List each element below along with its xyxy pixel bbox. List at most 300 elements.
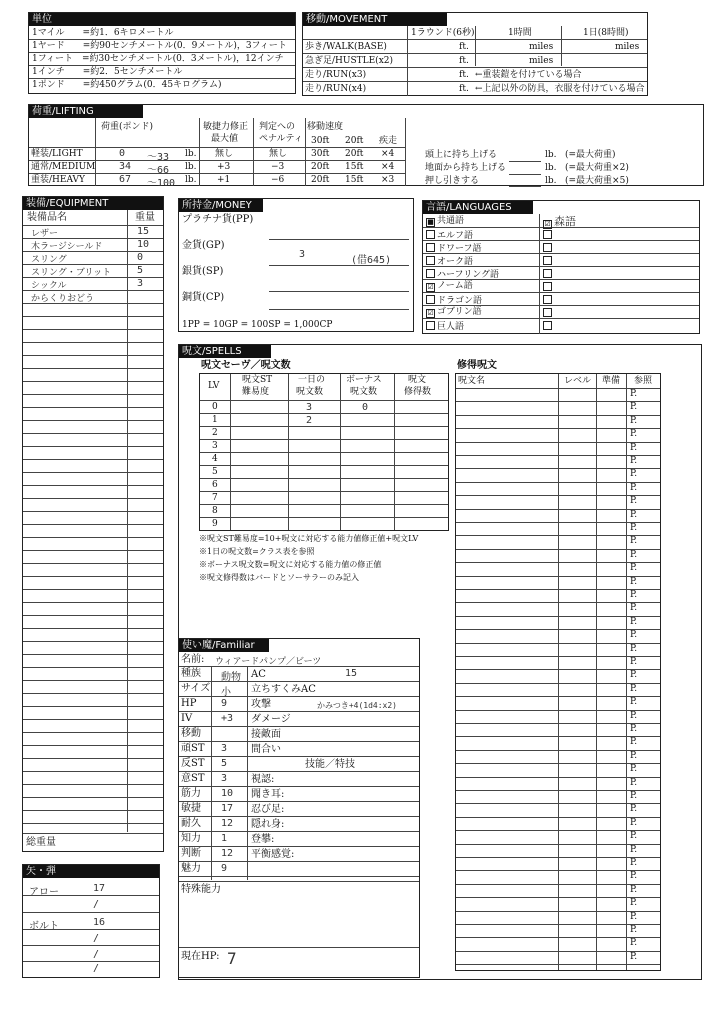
language-label: ゴブリン語 [437, 307, 482, 317]
lift-hi: ～66 [147, 165, 170, 176]
row-rule [23, 745, 163, 746]
row-rule [179, 846, 419, 847]
spell-page-ref: P. [630, 644, 638, 654]
move-unit: ft. [459, 56, 469, 66]
row-rule [23, 602, 163, 603]
language-item [543, 230, 554, 241]
row-rule [200, 465, 448, 466]
move-unit: ft. [459, 42, 469, 52]
familiar-attack: 攻撃 [251, 699, 271, 710]
spell-level: 6 [212, 480, 218, 490]
money-header: 所持金/MONEY [179, 199, 263, 212]
row-rule [423, 318, 699, 319]
equipment-item-name: シックル [31, 281, 67, 291]
lift-row-label: 重装/HEAVY [31, 175, 85, 185]
move-label: 走り/RUN(x3) [305, 70, 367, 80]
row-rule [200, 413, 448, 414]
language-item [426, 269, 499, 280]
ammo-count: 17 [93, 883, 106, 894]
spell-day-value: 3 [306, 402, 313, 413]
checkbox-icon[interactable]: ☑ [427, 309, 434, 317]
row-rule [179, 681, 419, 682]
checkbox-icon[interactable] [543, 243, 552, 252]
row-rule [23, 433, 163, 434]
col-lv: LV [208, 381, 220, 391]
spell-level: 5 [212, 467, 218, 477]
move-unit: ft. [459, 70, 469, 80]
lift-action: 地面から持ち上げる [425, 163, 507, 173]
familiar-stat-value: 17 [221, 803, 234, 814]
lift-action-note: (=最大荷重×5) [565, 176, 629, 186]
spell-page-ref: P. [630, 791, 638, 801]
col-day: 1日(8時間) [583, 28, 629, 38]
familiar-stat-value: 3 [221, 773, 228, 784]
lift-s30: 20ft [311, 162, 330, 172]
equipment-item-weight: 5 [137, 265, 144, 276]
language-item [543, 282, 554, 293]
checkbox-icon[interactable] [426, 243, 435, 252]
checkbox-icon[interactable]: ☑ [427, 283, 434, 291]
language-item [426, 295, 482, 306]
checkbox-icon[interactable] [426, 256, 435, 265]
ammo-name: ボルト [29, 921, 59, 932]
familiar-ac-value: 15 [345, 668, 358, 679]
checkbox-icon[interactable] [543, 256, 552, 265]
spell-note: ※1日の呪文数=クラス表を参照 [199, 547, 315, 556]
lift-s20: 20ft [345, 149, 364, 159]
row-rule [23, 732, 163, 733]
row-rule [23, 368, 163, 369]
lift-lo: 67 [119, 174, 132, 185]
checkbox-icon[interactable] [543, 321, 552, 330]
spell-page-ref: P. [630, 657, 638, 667]
lift-pen: −6 [271, 175, 285, 185]
language-item [426, 243, 482, 254]
equipment-panel [22, 196, 164, 852]
row-rule [23, 498, 163, 499]
spell-level: 9 [212, 519, 218, 529]
spell-page-ref: P. [630, 697, 638, 707]
language-item [543, 308, 554, 319]
familiar-attack-value: かみつき+4(1d4:x2) [317, 701, 398, 710]
spell-page-ref: P. [630, 871, 638, 881]
col-bonus: 呪文数 [350, 387, 378, 397]
spell-page-ref: P. [630, 536, 638, 546]
row-rule [23, 641, 163, 642]
familiar-header: 使い魔/Familiar [179, 639, 269, 652]
move-label: 走り/RUN(x4) [305, 84, 367, 94]
familiar-stat-value: 動物 [221, 672, 241, 683]
language-label: 巨人語 [437, 322, 465, 332]
lift-action-unit: lb. [545, 150, 557, 160]
familiar-current-hp-value: 7 [227, 949, 237, 968]
language-item [426, 256, 473, 267]
language-item [426, 217, 464, 227]
language-label: 森語 [554, 215, 576, 228]
lift-dex: 無し [215, 149, 234, 159]
familiar-reach: 間合い [251, 744, 281, 755]
money-panel [178, 198, 414, 332]
language-item [543, 295, 554, 306]
familiar-stat-label: 筋力 [181, 788, 201, 799]
spell-page-ref: P. [630, 523, 638, 533]
spell-page-ref: P. [630, 845, 638, 855]
total-weight-label: 総重量 [26, 837, 56, 848]
lift-dex: +1 [217, 175, 231, 185]
row-rule [23, 459, 163, 460]
row-rule [200, 517, 448, 518]
spell-level: 4 [212, 454, 218, 464]
row-rule [23, 342, 163, 343]
spell-saves-table [199, 373, 449, 531]
familiar-stat-label: サイズ [181, 683, 211, 694]
row-rule [23, 797, 163, 798]
row-rule [200, 452, 448, 453]
spell-page-ref: P. [630, 724, 638, 734]
spell-note: ※ボーナス呪文数=呪文に対応する能力値の修正値 [199, 560, 382, 569]
spell-page-ref: P. [630, 469, 638, 479]
familiar-flat-ac: 立ちすくみAC [251, 684, 316, 695]
spell-page-ref: P. [630, 818, 638, 828]
col-bonus: ボーナス [346, 375, 382, 385]
familiar-stat-label: 種族 [181, 668, 201, 679]
checkbox-icon[interactable] [543, 282, 552, 291]
row-rule [179, 711, 419, 712]
row-rule [179, 726, 419, 727]
col-pen: 判定への [259, 122, 296, 132]
ammo-count: 16 [93, 917, 106, 928]
checkbox-icon[interactable] [426, 295, 435, 304]
row-rule [23, 524, 163, 525]
familiar-stat-label: 判断 [181, 848, 201, 859]
ammo-count: / [93, 949, 100, 960]
move-note: ←重装鎧を付けている場合 [475, 70, 582, 80]
spell-level: 1 [212, 415, 218, 425]
row-rule [200, 491, 448, 492]
spell-page-ref: P. [630, 510, 638, 520]
familiar-skill: 聞き耳: [251, 789, 285, 800]
units-header: 単位 [29, 13, 295, 26]
language-item [426, 230, 473, 241]
language-item [543, 321, 554, 332]
familiar-stat-value: 1 [221, 833, 228, 844]
row-rule [179, 741, 419, 742]
spell-saves-title: 呪文セーヴ／呪文数 [201, 360, 291, 371]
familiar-stat-value: 3 [221, 743, 228, 754]
row-rule [200, 439, 448, 440]
money-gp-note: (借645) [351, 255, 392, 266]
checkbox-icon[interactable] [543, 308, 552, 317]
money-pp: プラチナ貨(PP) [182, 214, 254, 225]
row-rule [23, 446, 163, 447]
col-item-weight: 重量 [135, 212, 155, 223]
language-label: ノーム語 [437, 281, 473, 291]
spell-page-ref: P. [630, 684, 638, 694]
familiar-name-label: 名前: [181, 654, 205, 665]
language-item [543, 269, 554, 280]
learned-spells-title: 修得呪文 [457, 360, 497, 371]
familiar-stat-label: 頑ST [181, 743, 205, 754]
lift-s30: 30ft [311, 149, 330, 159]
lift-s20: 15ft [345, 162, 364, 172]
checkbox-icon[interactable] [543, 230, 552, 239]
language-label: ドラゴン語 [437, 296, 483, 306]
money-gp-value: 3 [299, 249, 306, 260]
lift-dex: +3 [217, 162, 231, 172]
row-rule [23, 537, 163, 538]
lift-action-unit: lb. [545, 176, 557, 186]
row-rule [179, 861, 419, 862]
row-rule [23, 511, 163, 512]
spell-page-ref: P. [630, 443, 638, 453]
familiar-skill: 視認: [251, 774, 275, 785]
checkbox-icon[interactable] [426, 321, 435, 330]
language-item [426, 308, 482, 318]
spell-page-ref: P. [630, 778, 638, 788]
move-label: 急ぎ足/HUSTLE(x2) [305, 56, 394, 66]
familiar-special-label: 特殊能力 [181, 884, 221, 895]
language-item [543, 216, 576, 229]
col-pen: ペナルティ [259, 134, 303, 144]
spell-page-ref: P. [630, 617, 638, 627]
row-rule [23, 407, 163, 408]
ammo-panel [22, 864, 160, 978]
spell-page-ref: P. [630, 389, 638, 399]
spell-page-ref: P. [630, 630, 638, 640]
checkbox-icon[interactable]: ■ [427, 218, 434, 226]
language-label: エルフ語 [437, 231, 474, 241]
col-spell-ref: 参照 [634, 376, 653, 386]
familiar-stat-value: 9 [221, 698, 228, 709]
money-gp: 金貨(GP) [182, 240, 225, 251]
spell-page-ref: P. [630, 496, 638, 506]
move-unit: ft. [459, 84, 469, 94]
row-rule [200, 426, 448, 427]
familiar-skills-title: 技能／特技 [305, 759, 355, 770]
ammo-count: / [93, 933, 100, 944]
lift-unit: lb. [185, 149, 197, 159]
lift-s20: 15ft [345, 175, 364, 185]
row-rule [23, 394, 163, 395]
lift-lo: 34 [119, 161, 132, 172]
row-rule [179, 876, 419, 877]
lift-pen: 無し [269, 149, 288, 159]
familiar-current-hp-label: 現在HP: [181, 951, 220, 962]
familiar-stat-value: +3 [221, 713, 234, 724]
money-sp: 銀貨(SP) [182, 266, 224, 277]
lift-hi: ～100 [147, 178, 176, 189]
row-rule [23, 381, 163, 382]
checkbox-icon[interactable] [426, 269, 435, 278]
row-rule [23, 693, 163, 694]
row-rule [179, 801, 419, 802]
lifting-panel [28, 104, 704, 189]
row-rule [200, 478, 448, 479]
familiar-panel [178, 638, 420, 978]
units-row: 1ポンド =約450グラム(0．45キログラム) [32, 80, 222, 90]
language-label: オーク語 [437, 257, 474, 267]
row-rule [23, 563, 163, 564]
spell-page-ref: P. [630, 577, 638, 587]
lift-action: 押し引きする [425, 176, 480, 186]
familiar-stat-label: 耐久 [181, 818, 201, 829]
col-spell-name: 呪文名 [458, 376, 486, 386]
spell-page-ref: P. [630, 429, 638, 439]
spell-page-ref: P. [630, 858, 638, 868]
familiar-name-value: ウィアードパンプ／ビーツ [215, 657, 322, 667]
spell-page-ref: P. [630, 898, 638, 908]
row-rule [23, 771, 163, 772]
spell-page-ref: P. [630, 912, 638, 922]
spell-page-ref: P. [630, 402, 638, 412]
familiar-stat-label: 意ST [181, 773, 205, 784]
row-rule [23, 316, 163, 317]
equipment-item-name: スリング [31, 255, 67, 265]
col-hour: 1時間 [508, 28, 532, 38]
lift-action: 頭上に持ち上げる [425, 150, 498, 160]
checkbox-icon[interactable] [426, 230, 435, 239]
spell-level: 3 [212, 441, 218, 451]
spell-page-ref: P. [630, 831, 638, 841]
money-conversion: 1PP = 10GP = 100SP = 1,000CP [182, 320, 333, 330]
language-label: ハーフリング語 [437, 270, 500, 280]
col-spell-level: レベル [564, 376, 592, 386]
units-row: 1マイル =約1．6キロメートル [32, 28, 174, 38]
language-item [543, 243, 554, 254]
spell-page-ref: P. [630, 711, 638, 721]
spell-level: 2 [212, 428, 218, 438]
lift-run: ×4 [381, 162, 395, 172]
ammo-count: / [93, 899, 100, 910]
familiar-stat-label: IV [181, 713, 193, 724]
lift-unit: lb. [185, 162, 197, 172]
lifting-header: 荷重/LIFTING [29, 105, 143, 118]
spell-page-ref: P. [630, 952, 638, 962]
familiar-stat-label: HP [181, 698, 197, 709]
row-rule [23, 680, 163, 681]
spell-note: ※呪文ST難易度=10+呪文に対応する能力値修正値+呪文LV [199, 534, 419, 543]
row-rule [23, 329, 163, 330]
units-panel [28, 12, 296, 94]
col-dex: 最大値 [211, 134, 239, 144]
spell-level: 8 [212, 506, 218, 516]
spell-page-ref: P. [630, 590, 638, 600]
row-rule [23, 823, 163, 824]
equipment-item-weight: 3 [137, 278, 144, 289]
spell-page-ref: P. [630, 483, 638, 493]
col-speed: 移動速度 [307, 122, 344, 132]
units-row: 1インチ =約2．5センチメートル [32, 67, 183, 77]
spell-page-ref: P. [630, 938, 638, 948]
familiar-skill: 登攀: [251, 834, 275, 845]
equipment-item-weight: 10 [137, 239, 150, 250]
row-rule [23, 615, 163, 616]
familiar-stat-label: 反ST [181, 758, 205, 769]
spell-page-ref: P. [630, 885, 638, 895]
spell-page-ref: P. [630, 550, 638, 560]
equipment-item-weight: 0 [137, 252, 144, 263]
col-weight: 荷重(ポンド) [101, 122, 154, 132]
row-rule [200, 504, 448, 505]
row-rule [23, 472, 163, 473]
familiar-skill: 隠れ身: [251, 819, 285, 830]
language-item [543, 256, 554, 267]
lift-pen: −3 [271, 162, 285, 172]
row-rule [179, 756, 419, 757]
familiar-stat-value: 小 [221, 687, 231, 698]
spell-level: 7 [212, 493, 218, 503]
row-rule [179, 696, 419, 697]
row-rule [179, 771, 419, 772]
lift-row-label: 通常/MEDIUM [31, 162, 96, 172]
familiar-stat-value: 9 [221, 863, 228, 874]
checkbox-icon[interactable] [543, 295, 552, 304]
equipment-item-weight: 15 [137, 226, 150, 237]
languages-header: 言語/LANGUAGES [423, 201, 533, 214]
familiar-stat-label: 敏捷 [181, 803, 201, 814]
lift-action-note: (=最大荷重) [565, 150, 616, 160]
move-hour-unit: miles [529, 42, 554, 52]
language-item [426, 321, 464, 332]
move-label: 歩き/WALK(BASE) [305, 42, 387, 52]
row-rule [23, 667, 163, 668]
equipment-item-name: 木ラージシールド [31, 242, 103, 252]
col-dc: 呪文ST [242, 375, 273, 385]
row-rule [179, 831, 419, 832]
col-known: 修得数 [404, 387, 432, 397]
col-dc: 難易度 [242, 387, 270, 397]
ammo-header: 矢・弾 [23, 865, 159, 878]
lift-action-note: (=最大荷重×2) [565, 163, 629, 173]
col-day: 一日の [298, 375, 326, 385]
col-run: 疾走 [379, 136, 398, 146]
checkbox-icon[interactable] [543, 269, 552, 278]
spell-page-ref: P. [630, 737, 638, 747]
equipment-item-name: スリング・ブリット [31, 268, 112, 278]
move-hour-unit: miles [529, 56, 554, 66]
spell-bonus-value: 0 [362, 402, 369, 413]
col-day: 呪文数 [296, 387, 324, 397]
familiar-stat-label: 知力 [181, 833, 201, 844]
row-rule [23, 706, 163, 707]
col-20ft: 20ft [345, 136, 364, 146]
checkbox-icon[interactable]: ☑ [544, 220, 551, 228]
spell-page-ref: P. [630, 563, 638, 573]
lift-unit: lb. [185, 175, 197, 185]
equipment-item-name: レザー [31, 229, 59, 239]
ammo-name: アロー [29, 887, 59, 898]
row-rule [23, 758, 163, 759]
col-spell-prep: 準備 [602, 376, 621, 386]
row-rule [23, 420, 163, 421]
spell-page-ref: P. [630, 603, 638, 613]
lift-lo: 0 [119, 148, 126, 159]
row-rule [456, 964, 660, 965]
spell-page-ref: P. [630, 416, 638, 426]
familiar-damage: ダメージ [251, 714, 291, 725]
row-rule [179, 786, 419, 787]
familiar-stat-value: 10 [221, 788, 234, 799]
familiar-ac-label: AC [251, 669, 266, 680]
lift-action-unit: lb. [545, 163, 557, 173]
familiar-stat-value: 12 [221, 848, 234, 859]
familiar-stat-label: 魅力 [181, 863, 201, 874]
familiar-stat-label: 移動 [181, 728, 201, 739]
spell-page-ref: P. [630, 670, 638, 680]
col-known: 呪文 [408, 375, 427, 385]
move-day-unit: miles [615, 42, 640, 52]
lift-row-label: 軽装/LIGHT [31, 149, 83, 159]
